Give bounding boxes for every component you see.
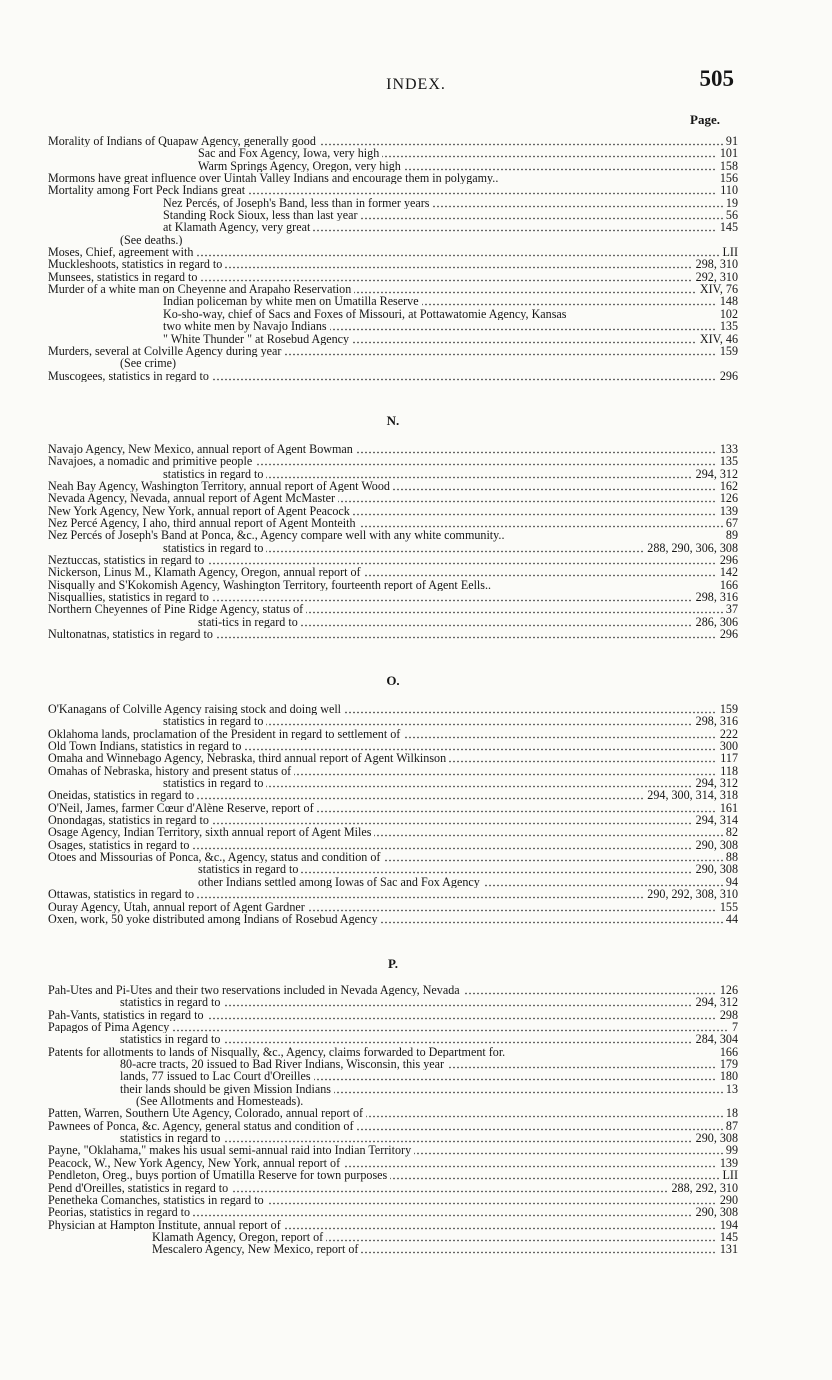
index-entry bbox=[48, 1157, 738, 1169]
index-entry bbox=[48, 863, 738, 875]
index-entry bbox=[48, 703, 738, 715]
entry-page-reference: 290, 308 bbox=[693, 1132, 738, 1144]
index-entry bbox=[48, 283, 738, 295]
entry-text: Peorias, statistics in regard to bbox=[48, 1206, 193, 1218]
entry-text: Nez Percé Agency, I aho, third annual report of Agent Monteith bbox=[48, 517, 359, 529]
entry-page-reference: 290, 292, 308, 310 bbox=[644, 888, 738, 900]
entry-page-reference: 102 bbox=[717, 308, 738, 320]
entry-text: Penetheka Comanches, statistics in regard to bbox=[48, 1194, 267, 1206]
entry-page-reference: 179 bbox=[717, 1058, 738, 1070]
entry-page-reference: 166 bbox=[717, 1046, 738, 1058]
entry-text: statistics in regard to bbox=[48, 996, 223, 1008]
entry-text: Mormons have great influence over Uintah Valley Indians and encourage them in polygamy.. bbox=[48, 172, 501, 184]
entry-text: Nisquallies, statistics in regard to bbox=[48, 591, 212, 603]
entry-page-reference: 294, 312 bbox=[693, 468, 738, 480]
index-entry bbox=[48, 1206, 738, 1218]
entry-page-reference: 294, 300, 314, 318 bbox=[644, 789, 738, 801]
entry-text: Warm Springs Agency, Oregon, very high bbox=[48, 160, 404, 172]
entry-page-reference: 290, 308 bbox=[693, 839, 738, 851]
entry-text: Ottawas, statistics in regard to bbox=[48, 888, 197, 900]
index-entry bbox=[48, 135, 738, 147]
entry-text: Otoes and Missourias of Ponca, &c., Agency, status and condition of bbox=[48, 851, 383, 863]
entry-page-reference: 7 bbox=[729, 1021, 738, 1033]
index-entry bbox=[48, 147, 738, 159]
index-entry bbox=[48, 370, 738, 382]
entry-text: statistics in regard to bbox=[48, 1033, 223, 1045]
entry-text: Muscogees, statistics in regard to bbox=[48, 370, 212, 382]
index-entry bbox=[48, 888, 738, 900]
entry-page-reference: 294, 314 bbox=[693, 814, 738, 826]
entry-text: Pah-Utes and Pi-Utes and their two reservations included in Nevada Agency, Nevada bbox=[48, 984, 463, 996]
section-n-entries bbox=[48, 443, 738, 641]
index-entry bbox=[48, 480, 738, 492]
entry-text: Morality of Indians of Quapaw Agency, generally good bbox=[48, 135, 319, 147]
entry-text: Munsees, statistics in regard to bbox=[48, 271, 200, 283]
index-entry bbox=[48, 517, 738, 529]
entry-text: Northern Cheyennes of Pine Ridge Agency, status of bbox=[48, 603, 306, 615]
entry-page-reference: 156 bbox=[717, 172, 738, 184]
index-entry bbox=[48, 1243, 738, 1255]
index-entry bbox=[48, 814, 738, 826]
entry-page-reference: 180 bbox=[717, 1070, 738, 1082]
section-heading-o: O. bbox=[386, 673, 400, 688]
entry-text: Patents for allotments to lands of Nisqually, &c., Agency, claims forwarded to Department for. bbox=[48, 1046, 508, 1058]
index-entry bbox=[48, 209, 738, 221]
index-entry bbox=[48, 616, 738, 628]
entry-page-reference: 135 bbox=[717, 320, 738, 332]
entry-page-reference: 222 bbox=[717, 728, 738, 740]
entry-page-reference: 162 bbox=[717, 480, 738, 492]
index-entry bbox=[48, 876, 738, 888]
index-entry bbox=[48, 1058, 738, 1070]
index-entry bbox=[48, 1046, 738, 1058]
section-o-entries bbox=[48, 703, 738, 925]
entry-text: Nickerson, Linus M., Klamath Agency, Oregon, annual report of bbox=[48, 566, 364, 578]
entry-page-reference: 161 bbox=[717, 802, 738, 814]
entry-page-reference: 56 bbox=[723, 209, 738, 221]
index-entry bbox=[48, 333, 738, 345]
entry-page-reference: 300 bbox=[717, 740, 738, 752]
index-entry bbox=[48, 184, 738, 196]
index-entry bbox=[48, 197, 738, 209]
entry-text: (See deaths.) bbox=[48, 234, 185, 246]
entry-text: statistics in regard to bbox=[48, 863, 301, 875]
entry-page-reference: 292, 310 bbox=[693, 271, 738, 283]
entry-text: Patten, Warren, Southern Ute Agency, Colorado, annual report of bbox=[48, 1107, 366, 1119]
entry-page-reference: 99 bbox=[723, 1144, 738, 1156]
entry-page-reference: 145 bbox=[717, 221, 738, 233]
running-head-title: INDEX. bbox=[386, 76, 446, 93]
entry-text: Navajoes, a nomadic and primitive people bbox=[48, 455, 255, 467]
entry-page-reference: 19 bbox=[723, 197, 738, 209]
entry-page-reference: 294, 312 bbox=[693, 996, 738, 1008]
entry-page-reference: 159 bbox=[717, 703, 738, 715]
index-entry bbox=[48, 1182, 738, 1194]
entry-page-reference: 110 bbox=[717, 184, 738, 196]
entry-text: at Klamath Agency, very great bbox=[48, 221, 313, 233]
entry-text: Ouray Agency, Utah, annual report of Agent Gardner bbox=[48, 901, 308, 913]
index-entry bbox=[48, 1194, 738, 1206]
entry-page-reference: 158 bbox=[717, 160, 738, 172]
entry-text: statistics in regard to bbox=[48, 777, 266, 789]
index-entry bbox=[48, 1169, 738, 1181]
entry-page-reference: 131 bbox=[717, 1243, 738, 1255]
index-entry bbox=[48, 320, 738, 332]
index-entry bbox=[48, 271, 738, 283]
index-entry bbox=[48, 221, 738, 233]
index-entry bbox=[48, 579, 738, 591]
entry-page-reference: 290, 308 bbox=[693, 1206, 738, 1218]
entry-text: 80-acre tracts, 20 issued to Bad River Indians, Wisconsin, this year bbox=[48, 1058, 447, 1070]
index-entry bbox=[48, 715, 738, 727]
index-entry bbox=[48, 455, 738, 467]
entry-text: Pah-Vants, statistics in regard to bbox=[48, 1009, 207, 1021]
entry-text: Standing Rock Sioux, less than last year bbox=[48, 209, 361, 221]
index-entry bbox=[48, 1009, 738, 1021]
entry-page-reference: XIV, 46 bbox=[697, 333, 738, 345]
entry-text: Indian policeman by white men on Umatilla Reserve bbox=[48, 295, 422, 307]
entry-page-reference: 298, 316 bbox=[693, 715, 738, 727]
entry-text: Oneidas, statistics in regard to bbox=[48, 789, 197, 801]
entry-text: Oklahoma lands, proclamation of the President in regard to settlement of bbox=[48, 728, 403, 740]
entry-page-reference: 91 bbox=[723, 135, 738, 147]
entry-text: (See crime) bbox=[48, 357, 179, 369]
index-entry bbox=[48, 765, 738, 777]
entry-text: Mortality among Fort Peck Indians great bbox=[48, 184, 248, 196]
entry-page-reference: 290 bbox=[717, 1194, 738, 1206]
entry-page-reference: 118 bbox=[717, 765, 738, 777]
index-entry bbox=[48, 851, 738, 863]
entry-text: other Indians settled among Iowas of Sac and Fox Agency bbox=[48, 876, 483, 888]
entry-text: two white men by Navajo Indians bbox=[48, 320, 330, 332]
entry-page-reference: 296 bbox=[717, 370, 738, 382]
index-entry bbox=[48, 295, 738, 307]
entry-text: Onondagas, statistics in regard to bbox=[48, 814, 212, 826]
index-entry bbox=[48, 603, 738, 615]
entry-page-reference: 288, 292, 310 bbox=[668, 1182, 738, 1194]
index-entry bbox=[48, 777, 738, 789]
index-entry bbox=[48, 357, 738, 369]
entry-text: statistics in regard to bbox=[48, 542, 266, 554]
entry-page-reference: 294, 312 bbox=[693, 777, 738, 789]
index-entry bbox=[48, 443, 738, 455]
entry-page-reference: 142 bbox=[717, 566, 738, 578]
entry-page-reference: 37 bbox=[723, 603, 738, 615]
index-entry bbox=[48, 1095, 738, 1107]
entry-page-reference: 67 bbox=[723, 517, 738, 529]
entry-text: Nultonatnas, statistics in regard to bbox=[48, 628, 216, 640]
index-entry bbox=[48, 789, 738, 801]
entry-text: Osages, statistics in regard to bbox=[48, 839, 192, 851]
entry-page-reference: LII bbox=[720, 246, 738, 258]
entry-page-reference: 288, 290, 306, 308 bbox=[644, 542, 738, 554]
index-entry bbox=[48, 345, 738, 357]
entry-page-reference: 298 bbox=[717, 1009, 738, 1021]
index-entry bbox=[48, 1107, 738, 1119]
entry-text: Omaha and Winnebago Agency, Nebraska, third annual report of Agent Wilkinson bbox=[48, 752, 449, 764]
entry-page-reference: 133 bbox=[717, 443, 738, 455]
entry-page-reference: 117 bbox=[717, 752, 738, 764]
entry-text: O'Kanagans of Colville Agency raising stock and doing well bbox=[48, 703, 344, 715]
page-column-label: Page. bbox=[690, 112, 720, 127]
entry-text: lands, 77 issued to Lac Court d'Oreilles bbox=[48, 1070, 314, 1082]
entry-text: " White Thunder " at Rosebud Agency bbox=[48, 333, 352, 345]
entry-page-reference: 286, 306 bbox=[693, 616, 738, 628]
index-entry bbox=[48, 1070, 738, 1082]
entry-page-reference: 18 bbox=[723, 1107, 738, 1119]
entry-text: Neah Bay Agency, Washington Territory, annual report of Agent Wood bbox=[48, 480, 393, 492]
entry-page-reference: 296 bbox=[717, 554, 738, 566]
index-entry bbox=[48, 1231, 738, 1243]
entry-text: Moses, Chief, agreement with bbox=[48, 246, 196, 258]
entry-text: Nisqually and S'Kokomish Agency, Washington Territory, fourteenth report of Agent Eells.. bbox=[48, 579, 494, 591]
entry-text: Pawnees of Ponca, &c. Agency, general status and condition of bbox=[48, 1120, 357, 1132]
index-entry bbox=[48, 1083, 738, 1095]
entry-text: Peacock, W., New York Agency, New York, annual report of bbox=[48, 1157, 343, 1169]
entry-text: statistics in regard to bbox=[48, 468, 266, 480]
entry-page-reference: 166 bbox=[717, 579, 738, 591]
section-m-entries bbox=[48, 135, 738, 382]
entry-text: New York Agency, New York, annual report of Agent Peacock bbox=[48, 505, 353, 517]
entry-page-reference: 290, 308 bbox=[693, 863, 738, 875]
entry-text: Papagos of Pima Agency bbox=[48, 1021, 172, 1033]
index-entry bbox=[48, 1132, 738, 1144]
index-entry bbox=[48, 172, 738, 184]
entry-page-reference: 155 bbox=[717, 901, 738, 913]
entry-text: their lands should be given Mission Indians bbox=[48, 1083, 334, 1095]
index-entry bbox=[48, 628, 738, 640]
entry-text: Omahas of Nebraska, history and present status of bbox=[48, 765, 294, 777]
index-entry bbox=[48, 752, 738, 764]
entry-text: Osage Agency, Indian Territory, sixth annual report of Agent Miles bbox=[48, 826, 374, 838]
entry-text: Navajo Agency, New Mexico, annual report of Agent Bowman bbox=[48, 443, 356, 455]
index-entry bbox=[48, 913, 738, 925]
index-entry bbox=[48, 996, 738, 1008]
entry-page-reference: 159 bbox=[717, 345, 738, 357]
entry-page-reference: 284, 304 bbox=[693, 1033, 738, 1045]
entry-page-reference: 82 bbox=[723, 826, 738, 838]
index-entry bbox=[48, 542, 738, 554]
entry-text: Pend d'Oreilles, statistics in regard to bbox=[48, 1182, 231, 1194]
index-entry bbox=[48, 246, 738, 258]
index-entry bbox=[48, 1033, 738, 1045]
entry-page-reference: 126 bbox=[717, 984, 738, 996]
index-entry bbox=[48, 901, 738, 913]
entry-page-reference: 44 bbox=[723, 913, 738, 925]
entry-text: stati-tics in regard to bbox=[48, 616, 301, 628]
entry-text: Mescalero Agency, New Mexico, report of bbox=[48, 1243, 361, 1255]
page-number: 505 bbox=[699, 66, 734, 91]
entry-page-reference: 94 bbox=[723, 876, 738, 888]
entry-text: Nevada Agency, Nevada, annual report of Agent McMaster bbox=[48, 492, 338, 504]
entry-text: Murder of a white man on Cheyenne and Arapaho Reservation bbox=[48, 283, 354, 295]
index-entry bbox=[48, 258, 738, 270]
index-entry bbox=[48, 740, 738, 752]
entry-text: Nez Percés, of Joseph's Band, less than in former years bbox=[48, 197, 433, 209]
index-entry bbox=[48, 1219, 738, 1231]
index-entry bbox=[48, 554, 738, 566]
entry-text: statistics in regard to bbox=[48, 1132, 223, 1144]
entry-text: Ko-sho-way, chief of Sacs and Foxes of Missouri, at Pottawatomie Agency, Kansas bbox=[48, 308, 570, 320]
entry-page-reference: 13 bbox=[723, 1083, 738, 1095]
section-p-entries bbox=[48, 984, 738, 1256]
entry-text: Klamath Agency, Oregon, report of bbox=[48, 1231, 326, 1243]
entry-text: Payne, "Oklahama," makes his usual semi-annual raid into Indian Territory bbox=[48, 1144, 414, 1156]
entry-text: Sac and Fox Agency, Iowa, very high bbox=[48, 147, 382, 159]
section-heading-p: P. bbox=[388, 956, 398, 971]
entry-page-reference: 101 bbox=[717, 147, 738, 159]
entry-page-reference: LII bbox=[720, 1169, 738, 1181]
index-entry bbox=[48, 839, 738, 851]
index-entry bbox=[48, 591, 738, 603]
section-heading-n: N. bbox=[386, 413, 400, 428]
entry-text: statistics in regard to bbox=[48, 715, 266, 727]
entry-text: Oxen, work, 50 yoke distributed among Indians of Rosebud Agency bbox=[48, 913, 381, 925]
index-entry bbox=[48, 492, 738, 504]
entry-page-reference: 148 bbox=[717, 295, 738, 307]
entry-page-reference: 126 bbox=[717, 492, 738, 504]
index-entry bbox=[48, 1120, 738, 1132]
entry-text: Murders, several at Colville Agency during year bbox=[48, 345, 284, 357]
entry-page-reference: 296 bbox=[717, 628, 738, 640]
entry-page-reference: 139 bbox=[717, 1157, 738, 1169]
entry-text: Old Town Indians, statistics in regard to bbox=[48, 740, 244, 752]
index-entry bbox=[48, 728, 738, 740]
entry-page-reference: 298, 310 bbox=[693, 258, 738, 270]
index-entry bbox=[48, 566, 738, 578]
index-entry bbox=[48, 529, 738, 541]
index-entry bbox=[48, 160, 738, 172]
index-entry bbox=[48, 826, 738, 838]
entry-text: Pendleton, Oreg., buys portion of Umatilla Reserve for town purposes bbox=[48, 1169, 390, 1181]
entry-page-reference: 298, 316 bbox=[693, 591, 738, 603]
index-entry bbox=[48, 984, 738, 996]
entry-text: O'Neil, James, farmer Cœur d'Alène Reserve, report of bbox=[48, 802, 317, 814]
index-entry bbox=[48, 468, 738, 480]
entry-text: (See Allotments and Homesteads). bbox=[48, 1095, 306, 1107]
index-entry bbox=[48, 1144, 738, 1156]
entry-page-reference: 139 bbox=[717, 505, 738, 517]
entry-page-reference: 88 bbox=[723, 851, 738, 863]
entry-text: Physician at Hampton Institute, annual report of bbox=[48, 1219, 284, 1231]
entry-page-reference: 194 bbox=[717, 1219, 738, 1231]
entry-text: Muckleshoots, statistics in regard to bbox=[48, 258, 225, 270]
index-entry bbox=[48, 802, 738, 814]
entry-page-reference: 87 bbox=[723, 1120, 738, 1132]
entry-page-reference: 145 bbox=[717, 1231, 738, 1243]
entry-text: Nez Percés of Joseph's Band at Ponca, &c., Agency compare well with any white community.. bbox=[48, 529, 507, 541]
index-entry bbox=[48, 234, 738, 246]
entry-text: Neztuccas, statistics in regard to bbox=[48, 554, 207, 566]
entry-page-reference: 135 bbox=[717, 455, 738, 467]
entry-page-reference: XIV, 76 bbox=[697, 283, 738, 295]
index-entry bbox=[48, 505, 738, 517]
index-entry bbox=[48, 308, 738, 320]
index-entry bbox=[48, 1021, 738, 1033]
entry-page-reference: 89 bbox=[723, 529, 738, 541]
